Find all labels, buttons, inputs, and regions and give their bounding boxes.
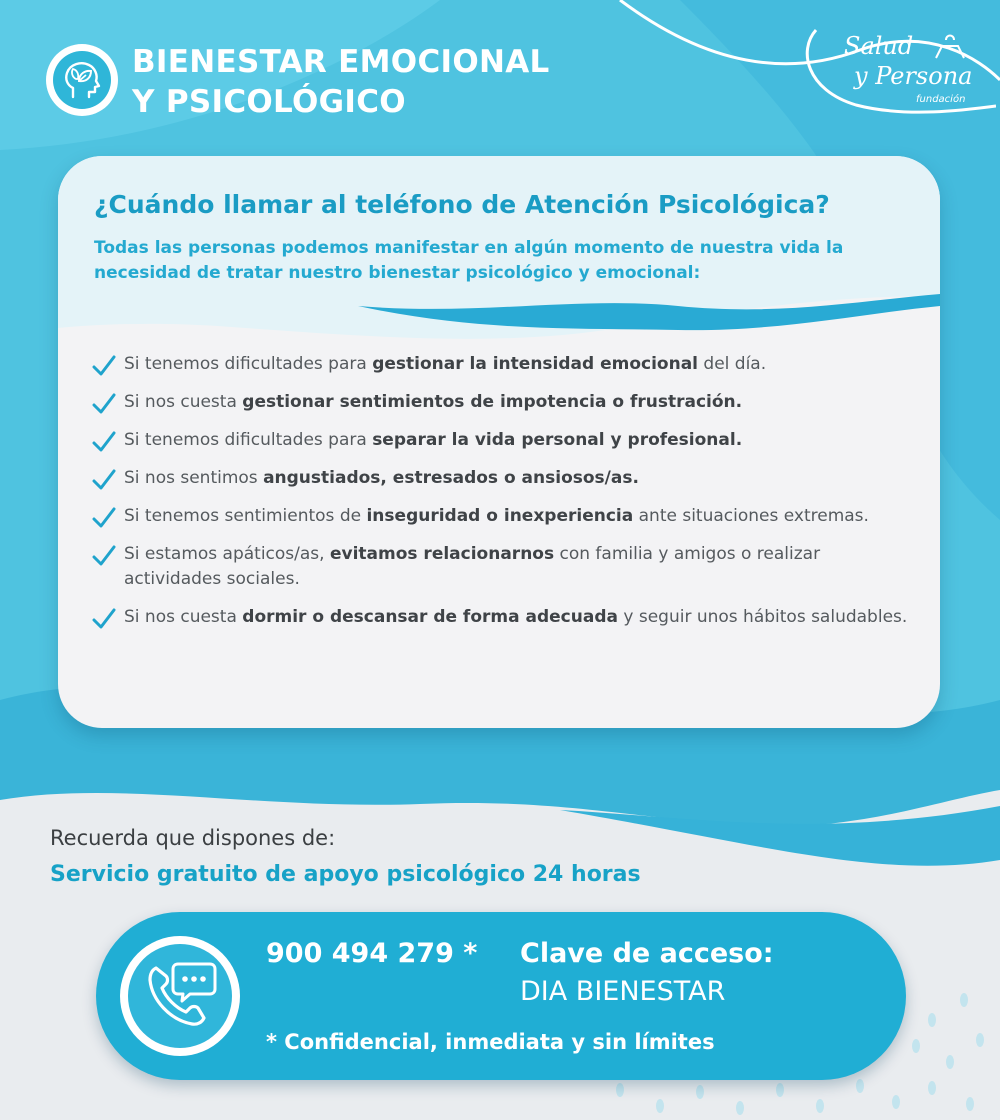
item-text: Si nos cuesta <box>124 607 243 627</box>
item-text: Si nos sentimos <box>124 468 264 488</box>
logo-line-3: fundación <box>916 94 966 105</box>
check-icon <box>92 431 116 453</box>
logo-line-1: Salud <box>844 32 914 60</box>
phone-box <box>96 912 906 1080</box>
item-bold: gestionar la intensidad emocional <box>372 354 699 374</box>
item-text: y seguir unos hábitos saludables. <box>617 607 908 627</box>
title-line-1: BIENESTAR EMOCIONAL <box>132 44 550 80</box>
item-text: Si tenemos dificultades para <box>124 354 373 374</box>
list-item <box>92 390 912 415</box>
info-card <box>58 156 940 728</box>
item-bold: separar la vida personal y profesional. <box>372 430 743 450</box>
footnote: * Confidencial, inmediata y sin límites <box>266 1030 715 1054</box>
list-item <box>92 352 912 377</box>
check-icon <box>92 507 116 529</box>
list-item <box>92 428 912 453</box>
item-text: con familia y amigos o realizar actividades sociales. <box>124 544 821 589</box>
phone-number[interactable]: 900 494 279 * <box>266 938 478 969</box>
access-key-label: Clave de acceso: <box>520 938 774 969</box>
page-title <box>132 42 550 122</box>
logo-line-2: y Persona <box>854 62 973 90</box>
checklist <box>92 352 912 643</box>
item-text: del día. <box>698 354 767 374</box>
check-icon <box>92 545 116 567</box>
service-text: Servicio gratuito de apoyo psicológico 24 horas <box>50 862 641 887</box>
item-text: ante situaciones extremas. <box>633 506 869 526</box>
check-icon <box>92 393 116 415</box>
item-text: Si tenemos sentimientos de <box>124 506 367 526</box>
item-bold: evitamos relacionarnos <box>329 544 555 564</box>
item-text: Si nos cuesta <box>124 392 243 412</box>
card-intro: Todas las personas podemos manifestar en algún momento de nuestra vida la necesidad de tratar nuestro bienestar psicológico y emocional: <box>94 238 844 283</box>
check-icon <box>92 355 116 377</box>
list-item <box>92 542 912 592</box>
check-icon <box>92 469 116 491</box>
card-title: ¿Cuándo llamar al teléfono de Atención Psicológica? <box>94 190 830 219</box>
reminder-text: Recuerda que dispones de: <box>50 826 336 850</box>
salud-persona-logo <box>796 10 996 120</box>
item-bold: angustiados, estresados o ansiosos/as. <box>263 468 639 488</box>
item-bold: dormir o descansar de forma adecuada <box>242 607 618 627</box>
list-item <box>92 466 912 491</box>
phone-chat-icon <box>120 936 240 1056</box>
head-leaf-icon <box>46 44 118 116</box>
item-bold: gestionar sentimientos de impotencia o frustración. <box>242 392 743 412</box>
item-text: Si tenemos dificultades para <box>124 430 373 450</box>
list-item <box>92 504 912 529</box>
check-icon <box>92 608 116 630</box>
access-key-value: DIA BIENESTAR <box>520 976 726 1007</box>
list-item <box>92 605 912 630</box>
item-bold: inseguridad o inexperiencia <box>366 506 634 526</box>
title-line-2: Y PSICOLÓGICO <box>132 84 406 120</box>
item-text: Si estamos apáticos/as, <box>124 544 330 564</box>
